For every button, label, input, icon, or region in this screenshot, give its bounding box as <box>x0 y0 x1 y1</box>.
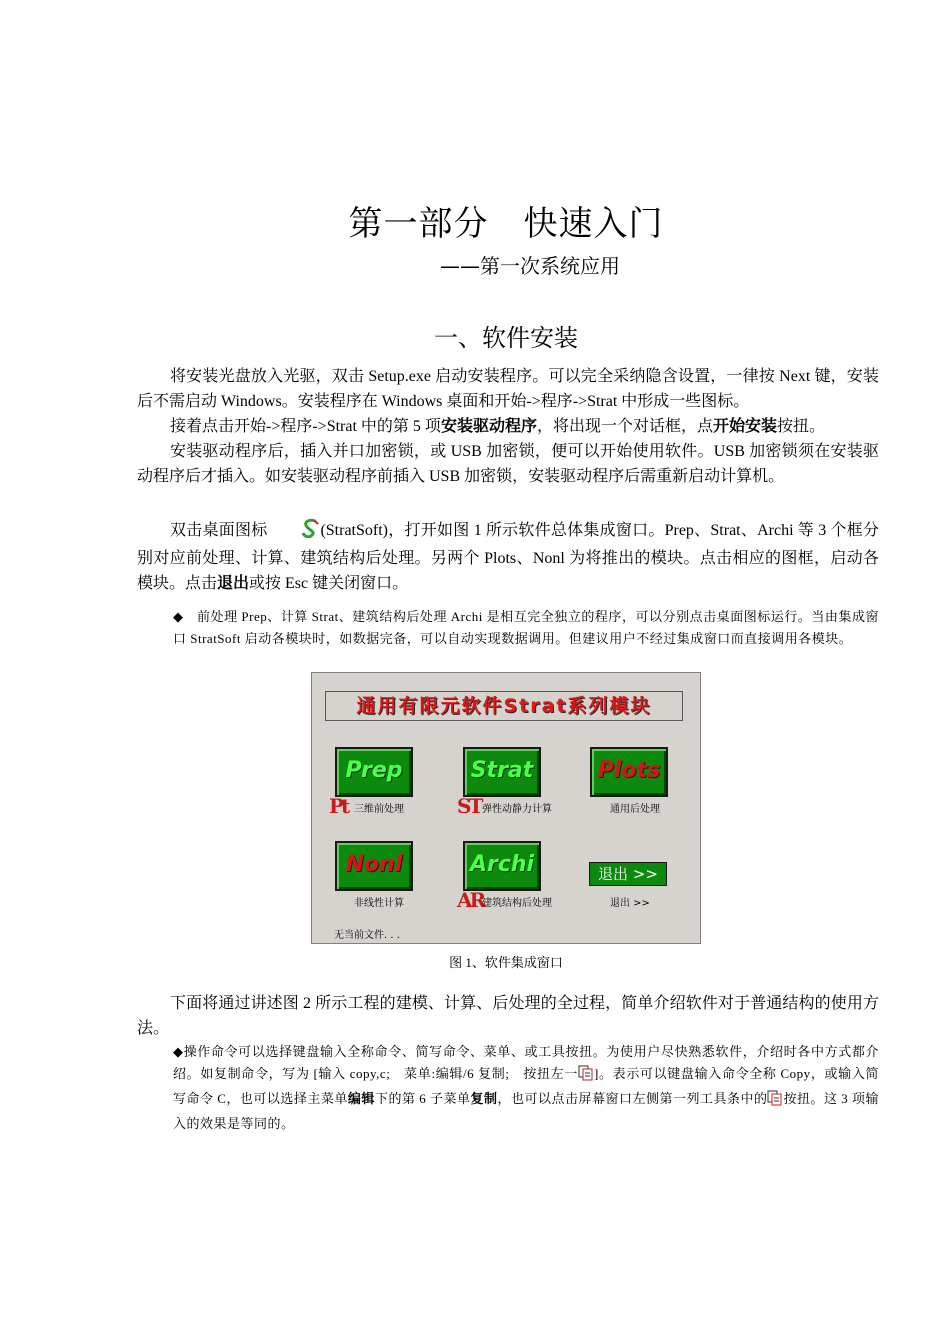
copy-icon <box>578 1065 594 1088</box>
paragraph-launch: 双击桌面图标 (StratSoft)，打开如图 1 所示软件总体集成窗口。Prep、Strat、Archi 等 3 个框分别对应前处理、计算、建筑结构后处理。另两个 Plots、Nonl 为将推出的模块。点击相应的图框，启动各模块。点击退出或按 Esc 键关闭窗口。 <box>137 518 879 596</box>
archi-label: 建筑结构后处理 <box>482 898 552 909</box>
page-title: 第一部分 快速入门 <box>348 204 664 244</box>
archi-module-button[interactable]: Archi <box>463 841 541 891</box>
exit-button[interactable]: 退出 >> <box>589 862 667 886</box>
strat-label: 弹性动静力计算 <box>482 804 552 815</box>
note-independent-modules: ◆ 前处理 Prep、计算 Strat、建筑结构后处理 Archi 是相互完全独立的程序，可以分别点击桌面图标运行。当由集成窗口 StratSoft 启动各模块时，如数据完备，可以自动实现数据调用。但建议用户不经过集成窗口而直接调用各模块。 <box>173 609 879 646</box>
status-text: 无当前文件. . . <box>334 930 400 941</box>
plots-label: 通用后处理 <box>610 804 660 815</box>
figure-caption: 图 1、软件集成窗口 <box>449 955 563 970</box>
paragraph-install: 将安装光盘放入光驱，双击 Setup.exe 启动安装程序。可以完全采纳隐含设置，一律按 Next 键，安装后不需启动 Windows。安装程序在 Windows 桌面和开始->程序->Strat 中形成一些图标。 <box>137 368 879 410</box>
nonl-module-button[interactable]: Nonl <box>335 841 413 891</box>
section-heading: 一、软件安装 <box>434 324 578 352</box>
stratsoft-integration-window <box>311 672 701 944</box>
prep-label: 三维前处理 <box>354 804 404 815</box>
exit-label: 退出 >> <box>610 898 650 909</box>
window-banner: 通用有限元软件Strat系列模块 <box>325 691 683 721</box>
note-command-input: ◆操作命令可以选择键盘输入全称命令、简写命令、菜单、或工具按扭。为使用户尽快熟悉软件，介绍时各中方式都介绍。如复制命令，写为 [输入 copy,c; 菜单:编辑/6 复制; 按扭左一 ]。表示可以键盘输入命令全称 Copy，或输入简写命令 C，也可以选择主菜单编辑下的第 6 子菜单复制，也可以点击屏幕窗口左侧第一列工具条中的 按扭。这 3 项输入的效果是等同的。 <box>173 1044 879 1131</box>
stratsoft-desktop-icon <box>267 518 320 546</box>
strat-module-button[interactable]: Strat <box>463 747 541 797</box>
page-subtitle: ——第一次系统应用 <box>440 254 620 278</box>
paragraph-lock: 安装驱动程序后，插入并口加密锁，或 USB 加密锁，便可以开始使用软件。USB 加密锁须在安装驱动程序后才插入。如安装驱动程序前插入 USB 加密锁，安装驱动程序后需重新启动计算机。 <box>137 443 879 485</box>
prep-module-button[interactable]: Prep <box>335 747 413 797</box>
prep-icon: Pt <box>329 794 348 818</box>
strat-icon: ST <box>457 794 481 818</box>
paragraph-overview: 下面将通过讲述图 2 所示工程的建模、计算、后处理的全过程，简单介绍软件对于普通结构的使用方法。 <box>137 995 879 1037</box>
paragraph-driver: 接着点击开始->程序->Strat 中的第 5 项安装驱动程序，将出现一个对话框，点开始安装按扭。 <box>170 418 825 435</box>
nonl-label: 非线性计算 <box>354 898 404 909</box>
plots-module-button[interactable]: Plots <box>590 747 668 797</box>
copy-tool-icon <box>767 1090 783 1113</box>
archi-icon: AR <box>457 888 484 912</box>
